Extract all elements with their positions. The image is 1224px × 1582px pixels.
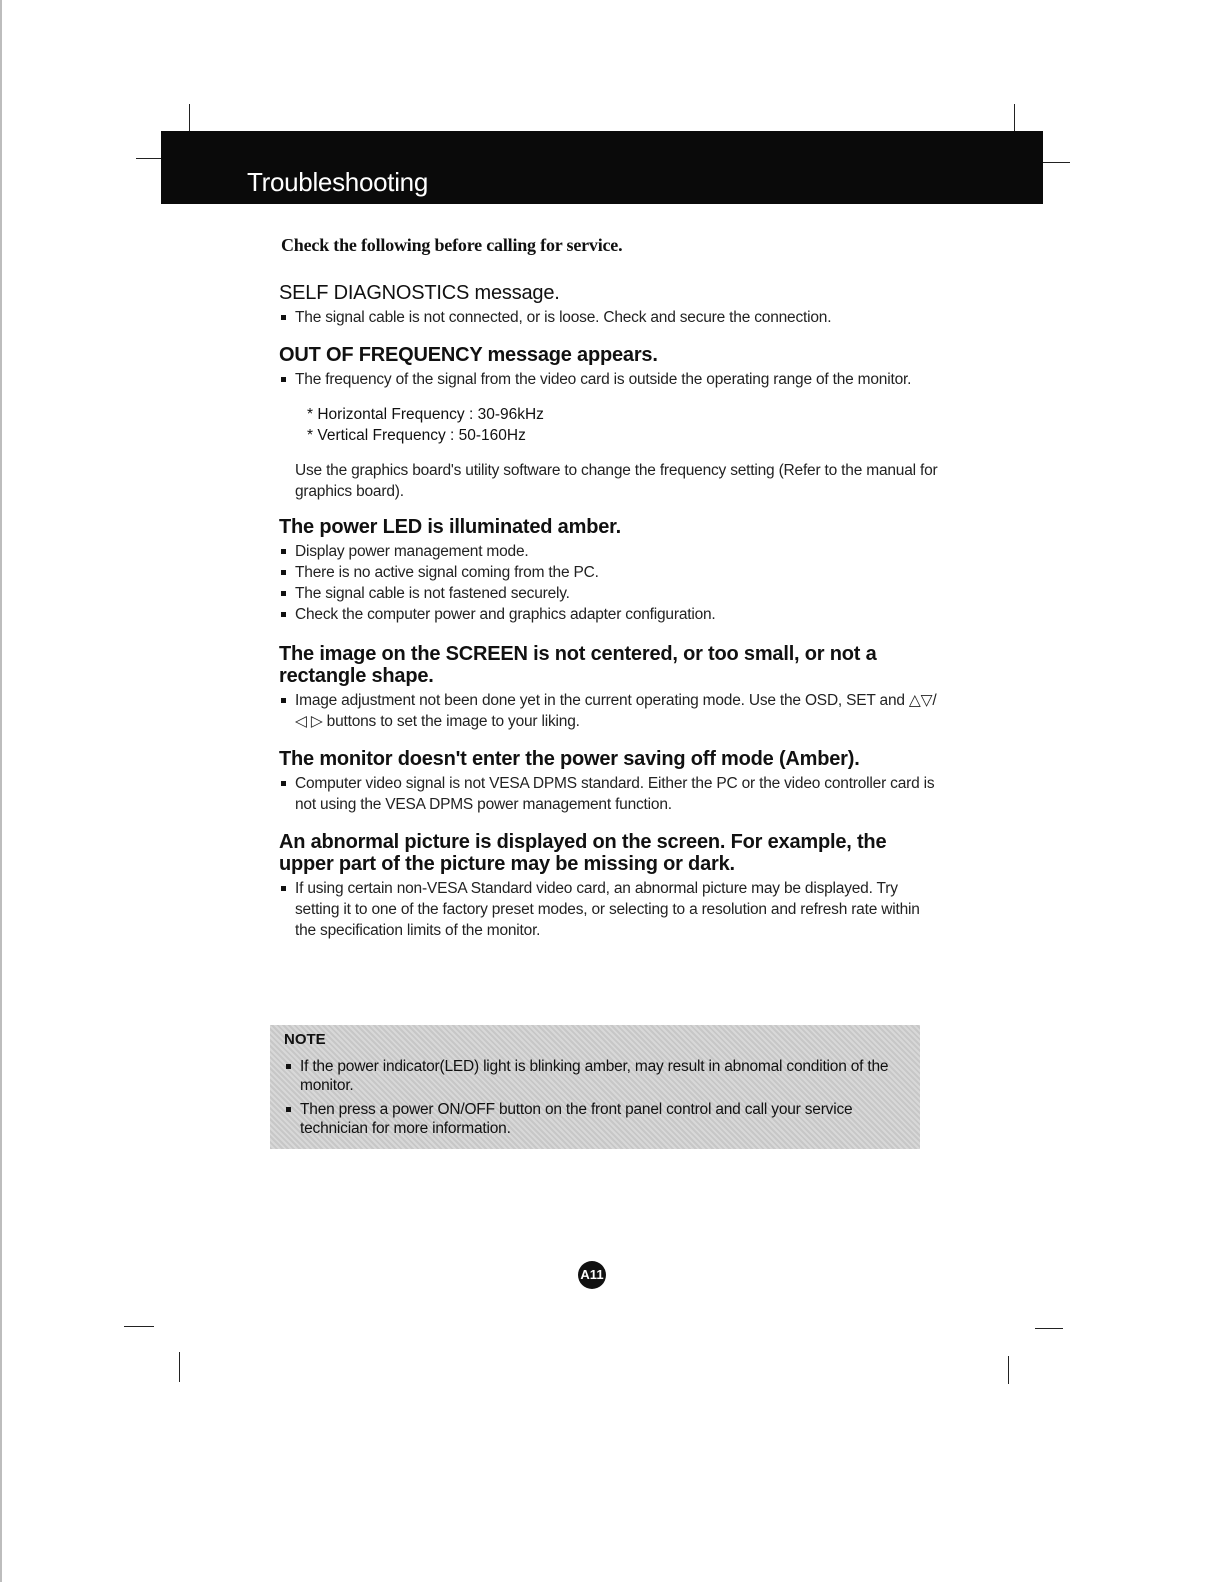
bullet-list [279, 369, 939, 390]
list-item [279, 604, 939, 625]
bullet-list [279, 690, 939, 732]
list-item [279, 773, 939, 815]
note-item [284, 1057, 909, 1095]
note-item [284, 1100, 909, 1138]
section-heading: The image on the SCREEN is not centered, or too small, or not a rectangle shape. [279, 643, 877, 687]
section-heading: The monitor doesn't enter the power saving off mode (Amber). [279, 748, 860, 770]
troubleshooting-content [279, 282, 939, 941]
bullet-icon [286, 1064, 291, 1069]
bullet-icon [281, 698, 286, 703]
bullet-icon [281, 377, 286, 382]
list-item-text: Check the computer power and graphics adapter configuration. [295, 606, 716, 623]
note-item-text: If the power indicator(LED) light is blinking amber, may result in abnomal condition of the monitor. [300, 1058, 889, 1094]
bullet-icon [281, 612, 286, 617]
list-item-text: The signal cable is not fastened securely. [295, 585, 570, 602]
crop-mark-bottom-left-v [179, 1352, 180, 1382]
list-item-text: If using certain non-VESA Standard video card, an abnormal picture may be displayed. Try setting it to one of the factory preset modes, or selecting to a resolution and refresh rate within the specification limits of the monitor. [295, 880, 920, 939]
list-item-text: Image adjustment not been done yet in the current operating mode. Use the OSD, SET and △▽/◁ ▷ buttons to set the image to your liking. [295, 692, 937, 730]
intro-text: Check the following before calling for service. [281, 235, 623, 255]
bullet-icon [286, 1107, 291, 1112]
crop-mark-bottom-right-h [1035, 1328, 1063, 1329]
header-bar [161, 131, 1043, 204]
bullet-icon [281, 549, 286, 554]
vertical-frequency: * Vertical Frequency : 50-160Hz [307, 427, 526, 444]
bullet-icon [281, 886, 286, 891]
crop-mark-top-right [1014, 104, 1015, 131]
horizontal-frequency: * Horizontal Frequency : 30-96kHz [307, 406, 544, 423]
crop-mark-top-left [189, 104, 190, 131]
note-item-text: Then press a power ON/OFF button on the front panel control and call your service technician for more information. [300, 1101, 853, 1137]
list-item-text: Computer video signal is not VESA DPMS standard. Either the PC or the video controller card is not using the VESA DPMS power management function. [295, 775, 935, 813]
list-item [279, 583, 939, 604]
crop-mark-top-right-h [1043, 162, 1070, 163]
bullet-icon [281, 591, 286, 596]
section-heading: SELF DIAGNOSTICS message. [279, 282, 560, 304]
list-item [279, 690, 939, 732]
page-number-badge: A11 [578, 1261, 606, 1289]
list-item-text: The signal cable is not connected, or is loose. Check and secure the connection. [295, 309, 832, 326]
bullet-icon [281, 315, 286, 320]
note-title: NOTE [284, 1031, 326, 1048]
note-list [284, 1057, 909, 1143]
frequency-advice: Use the graphics board's utility software to change the frequency setting (Refer to the manual for graphics board). [295, 462, 938, 500]
bullet-list [279, 541, 939, 625]
frequency-list [307, 404, 939, 446]
bullet-list [279, 878, 939, 941]
list-item [279, 369, 939, 390]
note-box [270, 1025, 920, 1149]
bullet-list [279, 307, 939, 328]
bullet-icon [281, 570, 286, 575]
page-title: Troubleshooting [247, 167, 428, 197]
page-edge [0, 0, 2, 1582]
crop-mark-bottom-left-h [124, 1326, 154, 1327]
section-heading: The power LED is illuminated amber. [279, 516, 621, 538]
list-item [279, 541, 939, 562]
list-item [279, 562, 939, 583]
section-heading: An abnormal picture is displayed on the screen. For example, the upper part of the picture may be missing or dark. [279, 831, 887, 875]
section-out-of-frequency [279, 344, 939, 502]
bullet-icon [281, 781, 286, 786]
section-heading: OUT OF FREQUENCY message appears. [279, 344, 658, 366]
bullet-list [279, 773, 939, 815]
list-item [279, 878, 939, 941]
list-item [279, 307, 939, 328]
crop-mark-bottom-right-v [1008, 1356, 1009, 1384]
list-item-text: There is no active signal coming from the PC. [295, 564, 599, 581]
section-image-not-centered [279, 643, 939, 732]
section-self-diagnostics [279, 282, 939, 328]
section-power-led [279, 516, 939, 625]
section-power-saving [279, 748, 939, 815]
crop-mark-top-left-h [136, 158, 161, 159]
list-item-text: Display power management mode. [295, 543, 529, 560]
list-item-text: The frequency of the signal from the video card is outside the operating range of the monitor. [295, 371, 912, 388]
section-abnormal-picture [279, 831, 939, 941]
